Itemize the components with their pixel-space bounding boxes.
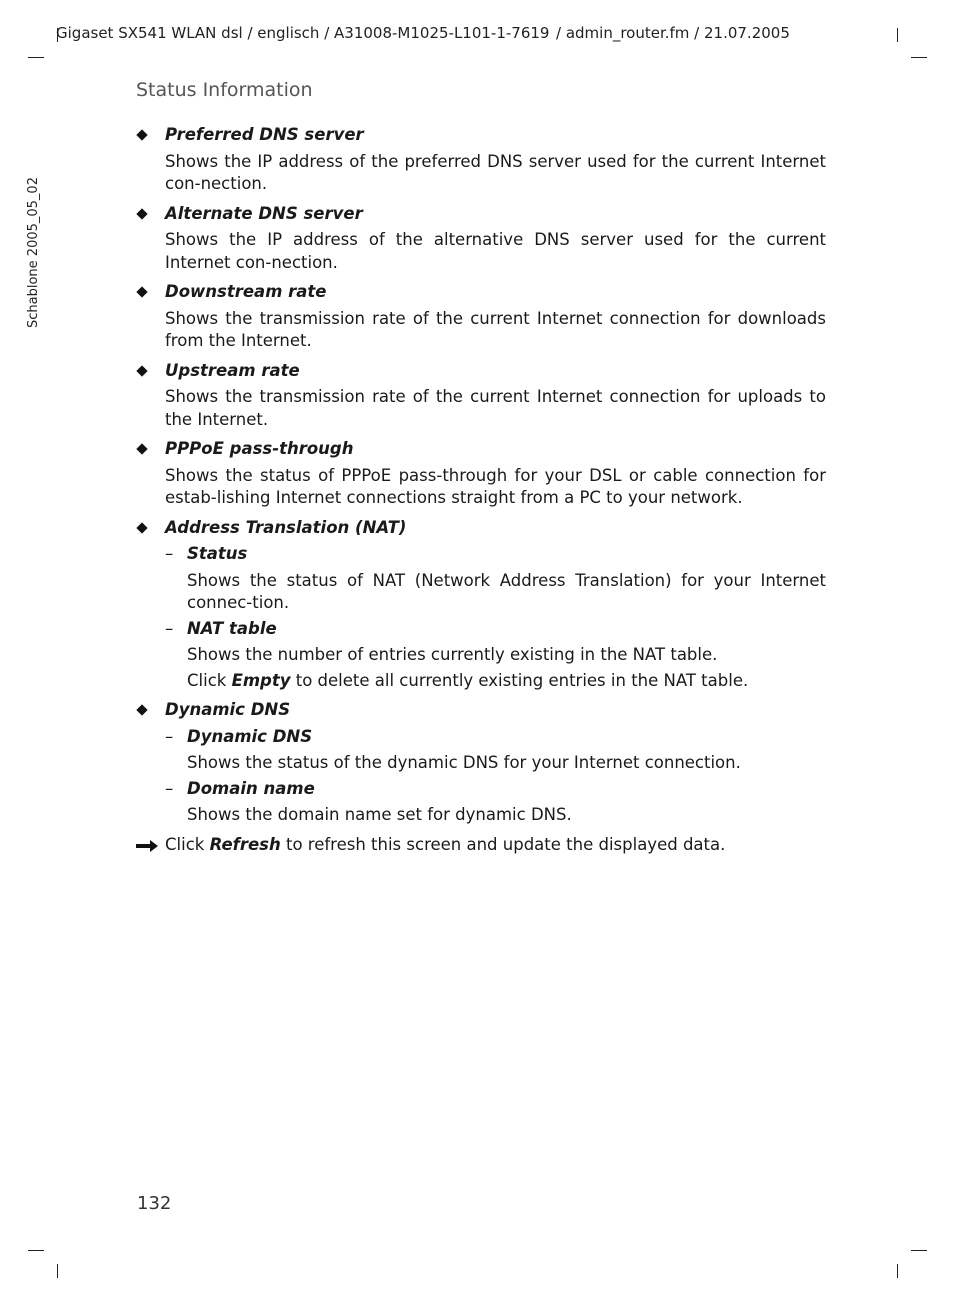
header-left-text: Gigaset SX541 WLAN dsl / englisch / A31008-M1025-L101-1-7619 <box>56 24 550 42</box>
list-item <box>136 124 826 196</box>
crop-mark <box>911 57 927 58</box>
diamond-bullet-icon <box>136 286 147 297</box>
item-term: Downstream rate <box>165 282 327 301</box>
dash-bullet: – <box>165 726 174 746</box>
arrow-icon <box>136 840 158 852</box>
empty-button-reference: Empty <box>231 670 291 690</box>
refresh-instruction <box>136 834 826 857</box>
refresh-button-reference: Refresh <box>209 834 281 854</box>
side-label: Schablone 2005_05_02 <box>26 177 41 328</box>
page-number: 132 <box>137 1193 172 1214</box>
click-instruction <box>187 670 826 693</box>
sub-item-term: NAT table <box>187 618 277 638</box>
sub-item <box>165 618 826 693</box>
list-item <box>136 203 826 275</box>
sub-item <box>165 543 826 615</box>
item-term: Upstream rate <box>165 360 300 380</box>
sub-item <box>165 726 826 775</box>
crop-mark <box>28 57 44 58</box>
sub-item-description: Shows the domain name set for dynamic DNS. <box>187 805 572 824</box>
item-description: Shows the transmission rate of the current Internet connection for uploads to the Internet. <box>165 387 826 429</box>
crop-mark <box>897 28 898 42</box>
list-item <box>136 438 826 510</box>
sub-item-term: Status <box>187 544 248 563</box>
item-term: Preferred DNS server <box>165 125 364 144</box>
list-item-nat <box>136 517 826 693</box>
sub-item-term: Domain name <box>187 778 315 798</box>
item-term: Dynamic DNS <box>165 700 291 719</box>
item-term: Alternate DNS server <box>165 203 363 223</box>
item-description: Shows the IP address of the preferred DNS server used for the current Internet con-nection. <box>165 151 826 193</box>
sub-item-description: Shows the status of the dynamic DNS for your Internet connection. <box>187 753 741 772</box>
item-description: Shows the transmission rate of the current Internet connection for downloads from the Internet. <box>165 308 826 350</box>
content-body <box>136 124 826 856</box>
sub-item-description <box>187 644 826 692</box>
diamond-bullet-icon <box>136 704 147 715</box>
sub-item-term: Dynamic DNS <box>187 726 313 746</box>
sub-item <box>165 778 826 827</box>
diamond-bullet-icon <box>136 522 147 533</box>
section-title: Status Information <box>136 79 313 101</box>
sub-item-description-text: Shows the number of entries currently existing in the NAT table. <box>187 645 718 664</box>
crop-mark <box>911 1250 927 1251</box>
item-description: Shows the status of PPPoE pass-through for your DSL or cable connection for estab-lishing Internet connections straight from a PC to your network. <box>165 465 826 507</box>
diamond-bullet-icon <box>136 129 147 140</box>
item-term: PPPoE pass-through <box>165 439 354 458</box>
crop-mark <box>897 1264 898 1278</box>
diamond-bullet-icon <box>136 443 147 454</box>
crop-mark <box>28 1250 44 1251</box>
list-item <box>136 281 826 353</box>
click-suffix: to delete all currently existing entries in the NAT table. <box>295 670 749 690</box>
sub-item-description: Shows the status of NAT (Network Address Translation) for your Internet connec-tion. <box>187 570 826 612</box>
instruction-prefix: Click <box>165 834 205 854</box>
header-right-text: / admin_router.fm / 21.07.2005 <box>556 24 790 42</box>
dash-bullet: – <box>165 544 174 563</box>
diamond-bullet-icon <box>136 365 147 376</box>
item-description: Shows the IP address of the alternative DNS server used for the current Internet con-nection. <box>165 230 826 272</box>
item-term: Address Translation (NAT) <box>165 517 407 537</box>
diamond-bullet-icon <box>136 208 147 219</box>
list-item-dynamic-dns <box>136 699 826 827</box>
list-item <box>136 360 826 432</box>
dash-bullet: – <box>165 778 174 798</box>
dash-bullet: – <box>165 618 174 638</box>
document-header <box>56 24 790 42</box>
instruction-suffix: to refresh this screen and update the displayed data. <box>285 834 726 854</box>
click-prefix: Click <box>187 670 227 690</box>
crop-mark <box>57 1264 58 1278</box>
